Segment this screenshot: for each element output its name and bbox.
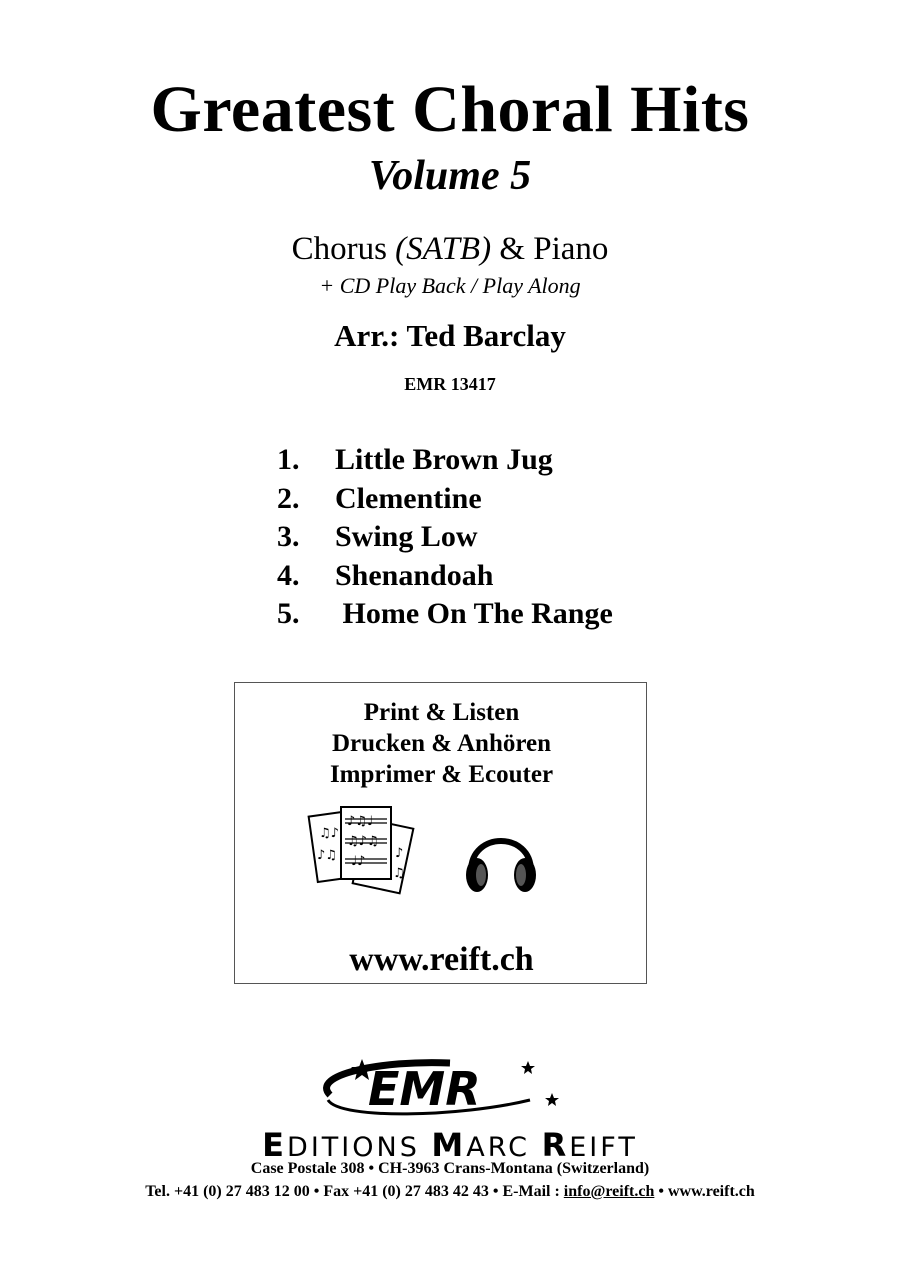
track-title: Shenandoah <box>335 558 494 592</box>
track-item <box>277 441 613 480</box>
track-item <box>277 518 613 557</box>
track-number: 2. <box>277 481 300 515</box>
catalog-number: EMR 13417 <box>404 374 496 394</box>
track-number: 3. <box>277 520 300 553</box>
track-item <box>277 557 613 596</box>
cd-note: + CD Play Back / Play Along <box>319 273 581 298</box>
track-number: 5. <box>277 597 300 630</box>
volume-label: Volume 5 <box>368 153 532 199</box>
track-item <box>277 595 613 634</box>
svg-text:♪: ♪ <box>395 846 404 861</box>
print-listen-box <box>234 682 647 984</box>
svg-text:♫♪♫: ♫♪♫ <box>347 834 379 849</box>
headphones-icon <box>461 821 541 901</box>
track-title: Little Brown Jug <box>335 443 553 476</box>
brand-e: E <box>262 1126 288 1164</box>
print-listen-fr: Imprimer & Ecouter <box>329 761 554 788</box>
svg-text:♪♫♩: ♪♫♩ <box>347 814 374 829</box>
contact-web: • www.reift.ch <box>654 1183 755 1200</box>
svg-text:♪♫: ♪♫ <box>317 848 337 863</box>
track-number: 1. <box>277 443 300 476</box>
website-url[interactable]: www.reift.ch <box>349 941 534 978</box>
track-item <box>277 480 613 519</box>
brand-eift: EIFT <box>569 1132 638 1163</box>
svg-text:♩♪: ♩♪ <box>351 854 366 869</box>
svg-text:♫♪: ♫♪ <box>319 826 339 841</box>
brand-arc: ARC <box>466 1132 542 1163</box>
brand-r: R <box>541 1126 570 1164</box>
publisher-contact <box>0 1183 900 1201</box>
track-title: Clementine <box>335 481 482 515</box>
arranger: Arr.: Ted Barclay <box>334 318 566 353</box>
logo-text: EMR <box>368 1062 481 1116</box>
publisher-address: Case Postale 308 • CH-3963 Crans-Montana (Switzerland) <box>250 1160 650 1177</box>
track-number: 4. <box>277 558 300 592</box>
sheet-music-icon <box>307 801 437 901</box>
instrumentation-voices: (SATB) <box>395 231 492 267</box>
brand-m: M <box>431 1126 467 1164</box>
track-list <box>277 441 613 634</box>
svg-text:♫: ♫ <box>393 866 405 881</box>
instrumentation <box>0 231 900 268</box>
print-listen-de: Drucken & Anhören <box>331 730 551 757</box>
brand-ditions: DITIONS <box>287 1132 432 1163</box>
cover-title: Greatest Choral Hits <box>150 73 750 146</box>
instrumentation-pre: Chorus <box>291 231 396 267</box>
track-title: Swing Low <box>335 520 478 553</box>
email-link[interactable]: info@reift.ch <box>563 1183 655 1200</box>
contact-phone-fax: Tel. +41 (0) 27 483 12 00 • Fax +41 (0) 27 483 42 43 • E-Mail : <box>145 1183 564 1200</box>
publisher-name <box>0 1126 900 1164</box>
print-listen-en: Print & Listen <box>363 699 520 726</box>
track-title: Home On The Range <box>335 597 613 630</box>
instrumentation-post: & Piano <box>491 231 609 267</box>
emr-logo <box>300 1055 580 1125</box>
